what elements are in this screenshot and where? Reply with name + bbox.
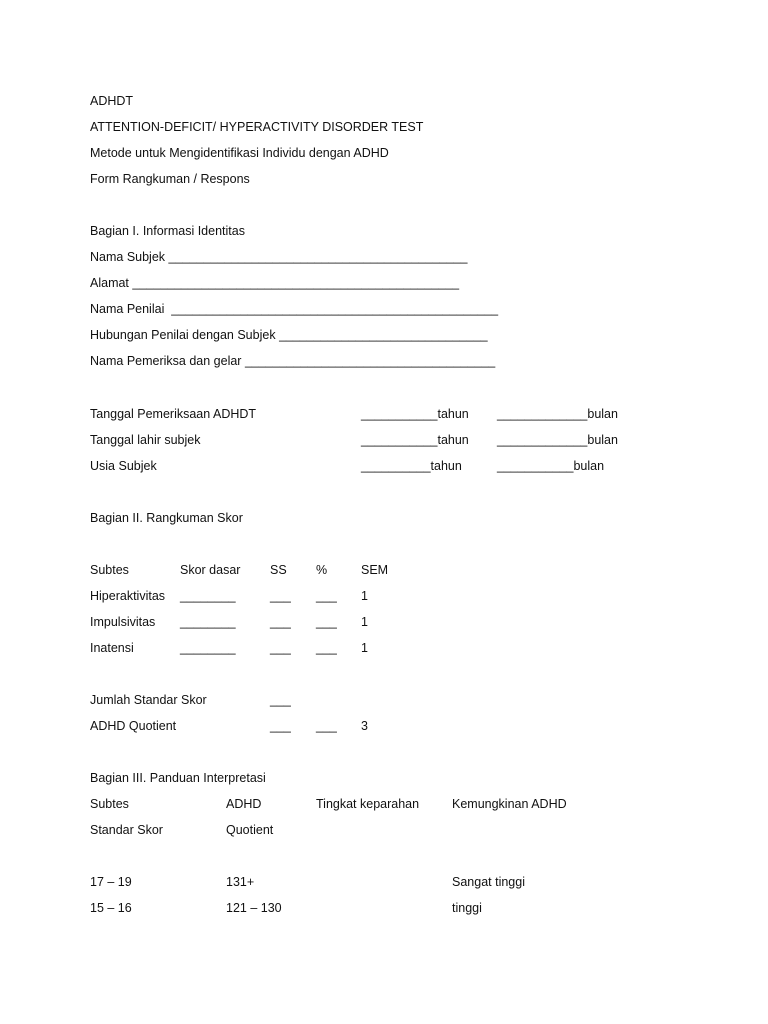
score-row-name: Hiperaktivitas (90, 589, 166, 603)
column-header: SS (270, 563, 287, 577)
interp-header: Standar Skor (90, 823, 163, 837)
score-row-pct: ___ (316, 589, 337, 603)
section-3-heading: Bagian III. Panduan Interpretasi (90, 771, 266, 785)
score-row-sem: 1 (361, 615, 368, 629)
interp-header: Quotient (226, 823, 274, 837)
date-year-blank: __________tahun (361, 459, 462, 473)
interp-row-quotient: 131+ (226, 875, 255, 889)
document-code: ADHDT (90, 94, 134, 108)
field-blank: ______________________________ (279, 328, 488, 342)
form-name: Form Rangkuman / Respons (90, 172, 250, 186)
interp-row-likelihood: Sangat tinggi (452, 875, 525, 889)
field-nama-pemeriksa (90, 353, 495, 369)
document-title: ATTENTION-DEFICIT/ HYPERACTIVITY DISORDER TEST (90, 120, 424, 134)
score-row-pct: ___ (316, 641, 337, 655)
score-row-raw: ________ (180, 589, 236, 603)
field-label: Nama Penilai (90, 302, 165, 316)
date-year-blank: ___________tahun (361, 433, 469, 447)
field-nama-penilai (90, 301, 498, 317)
section-2-heading: Bagian II. Rangkuman Skor (90, 511, 243, 525)
interp-row-likelihood: tinggi (452, 901, 482, 915)
field-label: Hubungan Penilai dengan Subjek (90, 328, 276, 342)
score-row-pct: ___ (316, 615, 337, 629)
field-label: Alamat (90, 276, 129, 290)
field-label: Nama Pemeriksa dan gelar (90, 354, 242, 368)
interp-header: ADHD (226, 797, 262, 811)
field-blank: _______________________________________________ (171, 302, 499, 316)
sum-blank: ___ (270, 693, 291, 707)
field-blank: ____________________________________ (244, 354, 496, 368)
date-label: Usia Subjek (90, 459, 157, 473)
date-month-blank: _____________bulan (497, 407, 618, 421)
score-row-ss: ___ (270, 589, 291, 603)
score-row-name: Impulsivitas (90, 615, 156, 629)
date-month-blank: _____________bulan (497, 433, 618, 447)
field-blank: ___________________________________________ (168, 250, 468, 264)
column-header: Subtes (90, 563, 129, 577)
document-subtitle: Metode untuk Mengidentifikasi Individu dengan ADHD (90, 146, 389, 160)
score-row-ss: ___ (270, 615, 291, 629)
column-header: SEM (361, 563, 389, 577)
field-alamat (90, 275, 459, 291)
interp-header: Tingkat keparahan (316, 797, 420, 811)
date-label: Tanggal Pemeriksaan ADHDT (90, 407, 257, 421)
quotient-sem: 3 (361, 719, 368, 733)
score-row-raw: ________ (180, 615, 236, 629)
field-blank: _______________________________________________ (132, 276, 460, 290)
score-row-ss: ___ (270, 641, 291, 655)
score-row-sem: 1 (361, 641, 368, 655)
column-header: Skor dasar (180, 563, 241, 577)
quotient-label: ADHD Quotient (90, 719, 177, 733)
score-row-raw: ________ (180, 641, 236, 655)
score-row-sem: 1 (361, 589, 368, 603)
date-label: Tanggal lahir subjek (90, 433, 201, 447)
quotient-pct: ___ (316, 719, 337, 733)
field-nama-subjek (90, 249, 467, 265)
field-hubungan-penilai (90, 327, 488, 343)
interp-row-score: 17 – 19 (90, 875, 132, 889)
interp-header: Subtes (90, 797, 129, 811)
column-header: % (316, 563, 328, 577)
field-label: Nama Subjek (90, 250, 166, 264)
score-row-name: Inatensi (90, 641, 134, 655)
interp-row-quotient: 121 – 130 (226, 901, 282, 915)
date-year-blank: ___________tahun (361, 407, 469, 421)
interp-row-score: 15 – 16 (90, 901, 132, 915)
quotient-ss: ___ (270, 719, 291, 733)
section-1-heading: Bagian I. Informasi Identitas (90, 224, 245, 238)
interp-header: Kemungkinan ADHD (452, 797, 567, 811)
sum-label: Jumlah Standar Skor (90, 693, 207, 707)
date-month-blank: ___________bulan (497, 459, 605, 473)
